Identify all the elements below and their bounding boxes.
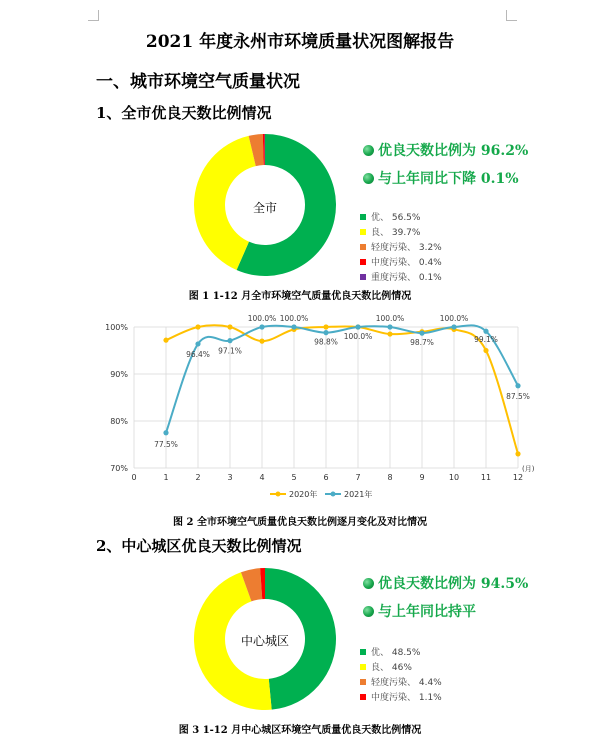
series-line-2020年 <box>166 325 518 454</box>
corner-mark-top-left <box>88 10 99 21</box>
data-point <box>323 324 328 329</box>
data-label: 100.0% <box>375 314 405 323</box>
data-point <box>483 348 488 353</box>
legend-city <box>360 209 442 284</box>
legend-label: 2020年 <box>289 490 318 499</box>
data-point <box>259 339 264 344</box>
data-point <box>419 331 424 336</box>
data-label: 98.8% <box>314 337 338 347</box>
legend-text: 中度污染、 0.4% <box>371 258 442 268</box>
legend-swatch <box>360 649 366 655</box>
legend-text: 优、 48.5% <box>371 648 421 658</box>
data-point <box>195 341 200 346</box>
stat-yoy-downtown <box>363 601 476 621</box>
data-label: 100.0% <box>279 314 309 323</box>
legend-item <box>360 689 442 704</box>
data-point <box>515 383 520 388</box>
data-point <box>355 324 360 329</box>
legend-marker <box>331 492 336 497</box>
legend-text: 优、 56.5% <box>371 213 421 223</box>
data-point <box>323 330 328 335</box>
legend-label: 2021年 <box>344 490 373 499</box>
x-tick-label: 8 <box>387 473 393 482</box>
green-bullet-icon <box>363 173 374 184</box>
legend-item <box>360 239 442 254</box>
data-point <box>259 324 264 329</box>
x-axis-unit: (月) <box>522 465 535 473</box>
x-tick-label: 0 <box>131 473 137 482</box>
stat-good-ratio-city-text: 优良天数比例为 96.2% <box>378 143 529 159</box>
green-bullet-icon <box>363 145 374 156</box>
corner-mark-top-right <box>506 10 517 21</box>
data-label: 87.5% <box>506 391 530 401</box>
stat-good-ratio-downtown <box>363 573 528 593</box>
data-point <box>163 430 168 435</box>
x-tick-label: 9 <box>419 473 425 482</box>
subsection-heading-2: 2、中心城区优良天数比例情况 <box>96 537 302 555</box>
data-point <box>195 324 200 329</box>
legend-swatch <box>360 664 366 670</box>
line-chart-monthly <box>100 312 540 504</box>
section-heading: 一、城市环境空气质量状况 <box>96 72 300 92</box>
x-tick-label: 4 <box>259 473 265 482</box>
figure-1-caption: 图 1 1-12 月全市环境空气质量优良天数比例情况 <box>188 291 412 302</box>
stat-good-ratio-downtown-text: 优良天数比例为 94.5% <box>378 576 529 592</box>
legend-text: 轻度污染、 4.4% <box>371 678 442 688</box>
figure-2-caption: 图 2 全市环境空气质量优良天数比例逐月变化及对比情况 <box>173 517 427 528</box>
data-label: 100.0% <box>439 314 469 323</box>
legend-text: 良、 39.7% <box>371 228 421 238</box>
data-label: 77.5% <box>154 439 178 449</box>
figure-3-caption: 图 3 1-12 月中心城区环境空气质量优良天数比例情况 <box>178 725 422 736</box>
legend-item <box>360 269 442 284</box>
data-label: 100.0% <box>247 314 277 323</box>
donut-center-label-city: 全市 <box>252 201 277 215</box>
legend-swatch <box>360 274 366 280</box>
data-point <box>451 324 456 329</box>
data-point <box>387 324 392 329</box>
x-tick-label: 12 <box>512 473 524 482</box>
legend-swatch <box>360 694 366 700</box>
green-bullet-icon <box>363 578 374 589</box>
x-tick-label: 2 <box>195 473 201 482</box>
x-tick-label: 5 <box>291 473 297 482</box>
x-tick-label: 6 <box>323 473 329 482</box>
legend-text: 重度污染、 0.1% <box>371 273 442 283</box>
legend-item <box>360 209 442 224</box>
data-point <box>515 451 520 456</box>
subsection-heading-1: 1、全市优良天数比例情况 <box>96 104 272 122</box>
legend-swatch <box>360 214 366 220</box>
legend-item <box>360 224 442 239</box>
legend-text: 中度污染、 1.1% <box>371 693 442 703</box>
data-point <box>387 331 392 336</box>
data-label: 97.1% <box>218 346 242 356</box>
legend-swatch <box>360 244 366 250</box>
stat-yoy-downtown-text: 与上年同比持平 <box>378 604 476 620</box>
legend-item <box>360 254 442 269</box>
y-tick-label: 100% <box>105 323 128 332</box>
legend-downtown <box>360 644 442 704</box>
y-tick-label: 80% <box>110 417 128 426</box>
green-bullet-icon <box>363 606 374 617</box>
legend-swatch <box>360 259 366 265</box>
data-point <box>163 338 168 343</box>
legend-marker <box>276 492 281 497</box>
legend-item <box>360 659 442 674</box>
data-label: 99.1% <box>474 335 498 345</box>
legend-text: 良、 46% <box>371 663 412 673</box>
series-line-2021年 <box>166 325 518 432</box>
stat-yoy-city <box>363 168 519 188</box>
data-point <box>227 324 232 329</box>
legend-item <box>360 674 442 689</box>
stat-good-ratio-city <box>363 140 528 160</box>
data-label: 100.0% <box>343 332 373 341</box>
legend-item <box>360 644 442 659</box>
data-label: 96.4% <box>186 349 210 359</box>
legend-swatch <box>360 229 366 235</box>
data-point <box>483 329 488 334</box>
x-tick-label: 7 <box>355 473 361 482</box>
legend-text: 轻度污染、 3.2% <box>371 243 442 253</box>
x-tick-label: 1 <box>163 473 169 482</box>
data-point <box>291 324 296 329</box>
y-tick-label: 70% <box>110 464 128 473</box>
data-point <box>227 338 232 343</box>
document-title: 2021 年度永州市环境质量状况图解报告 <box>145 32 455 52</box>
x-tick-label: 3 <box>227 473 233 482</box>
data-label: 98.7% <box>410 338 434 348</box>
donut-center-label-downtown: 中心城区 <box>240 634 289 648</box>
x-tick-label: 10 <box>448 473 460 482</box>
legend-swatch <box>360 679 366 685</box>
x-tick-label: 11 <box>480 473 492 482</box>
stat-yoy-city-text: 与上年同比下降 0.1% <box>378 171 519 187</box>
y-tick-label: 90% <box>110 370 128 379</box>
